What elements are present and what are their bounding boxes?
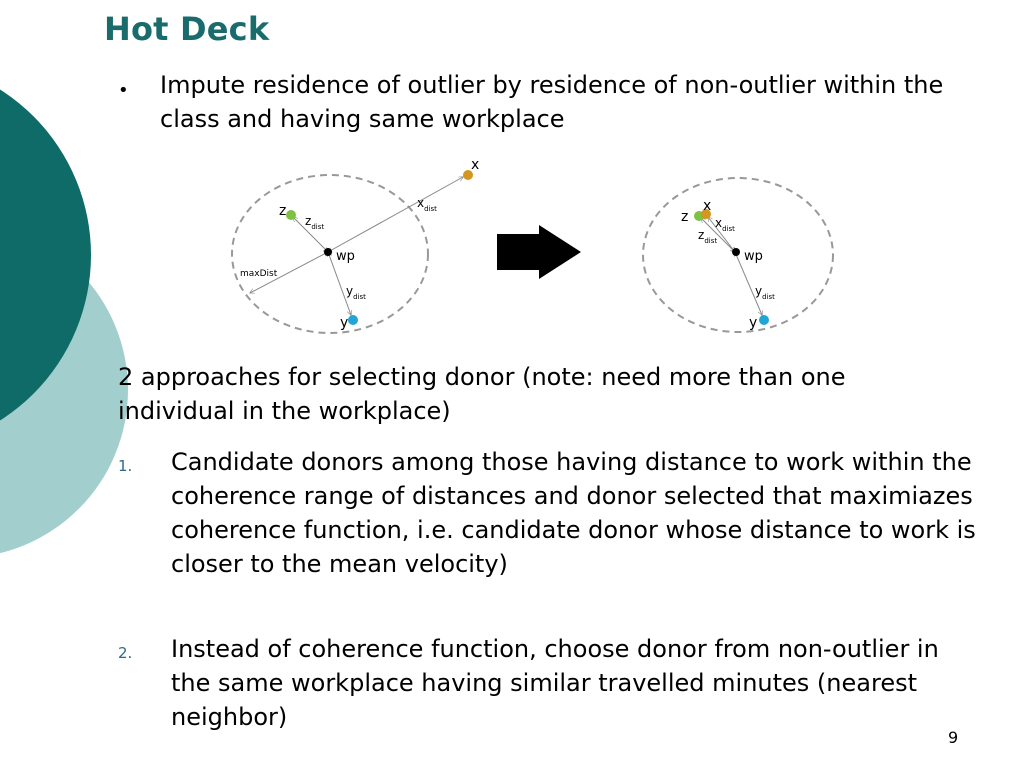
bullet-dot-icon: •	[118, 80, 129, 101]
left-maxdist-label: maxDist	[240, 269, 278, 279]
slide-title: Hot Deck	[104, 10, 270, 48]
right-wp-point	[732, 248, 740, 256]
right-z-dist-label: $z_{dist}$	[698, 228, 718, 245]
left-wp-label: wp	[336, 249, 355, 264]
left-diagram	[232, 157, 479, 333]
left-x-dist-line	[328, 177, 463, 252]
right-y-dist-label: $y_{dist}$	[755, 284, 775, 301]
bullet-text: Impute residence of outlier by residence of non-outlier within the class and having same workplace	[160, 71, 944, 133]
hot-deck-diagram	[225, 155, 845, 345]
right-x-label: x	[703, 198, 712, 214]
left-y-dist-label: $y_{dist}$	[346, 284, 366, 301]
right-wp-label: wp	[744, 249, 763, 264]
left-z-point	[286, 210, 296, 220]
transform-arrow-icon	[497, 225, 581, 279]
right-y-point	[759, 315, 769, 325]
right-z-label: z	[681, 209, 689, 225]
page-number: 9	[948, 728, 959, 747]
right-x-dist-label: $x_{dist}$	[715, 216, 735, 233]
list-item-text: Instead of coherence function, choose donor from non-outlier in the same workplace having similar travelled minutes (nearest neighbor)	[171, 635, 939, 731]
right-diagram	[643, 178, 833, 332]
list-item-number: 1.	[118, 457, 133, 475]
left-y-label: y	[340, 315, 349, 331]
left-z-dist-label: $z_{dist}$	[305, 214, 325, 231]
left-wp-point	[324, 248, 332, 256]
approaches-intro: 2 approaches for selecting donor (note: need more than one individual in the workplace)	[118, 363, 846, 425]
left-z-label: z	[279, 203, 287, 219]
left-x-dist-label: $x_{dist}$	[417, 196, 437, 213]
right-y-label: y	[749, 315, 758, 331]
left-x-label: x	[471, 157, 480, 173]
left-y-point	[348, 315, 358, 325]
list-item-text: Candidate donors among those having distance to work within the coherence range of distances and donor selected that maximiazes coherence function, i.e. candidate donor whose distance to work is closer to the mean velocity)	[171, 448, 976, 578]
list-item-number: 2.	[118, 644, 133, 662]
